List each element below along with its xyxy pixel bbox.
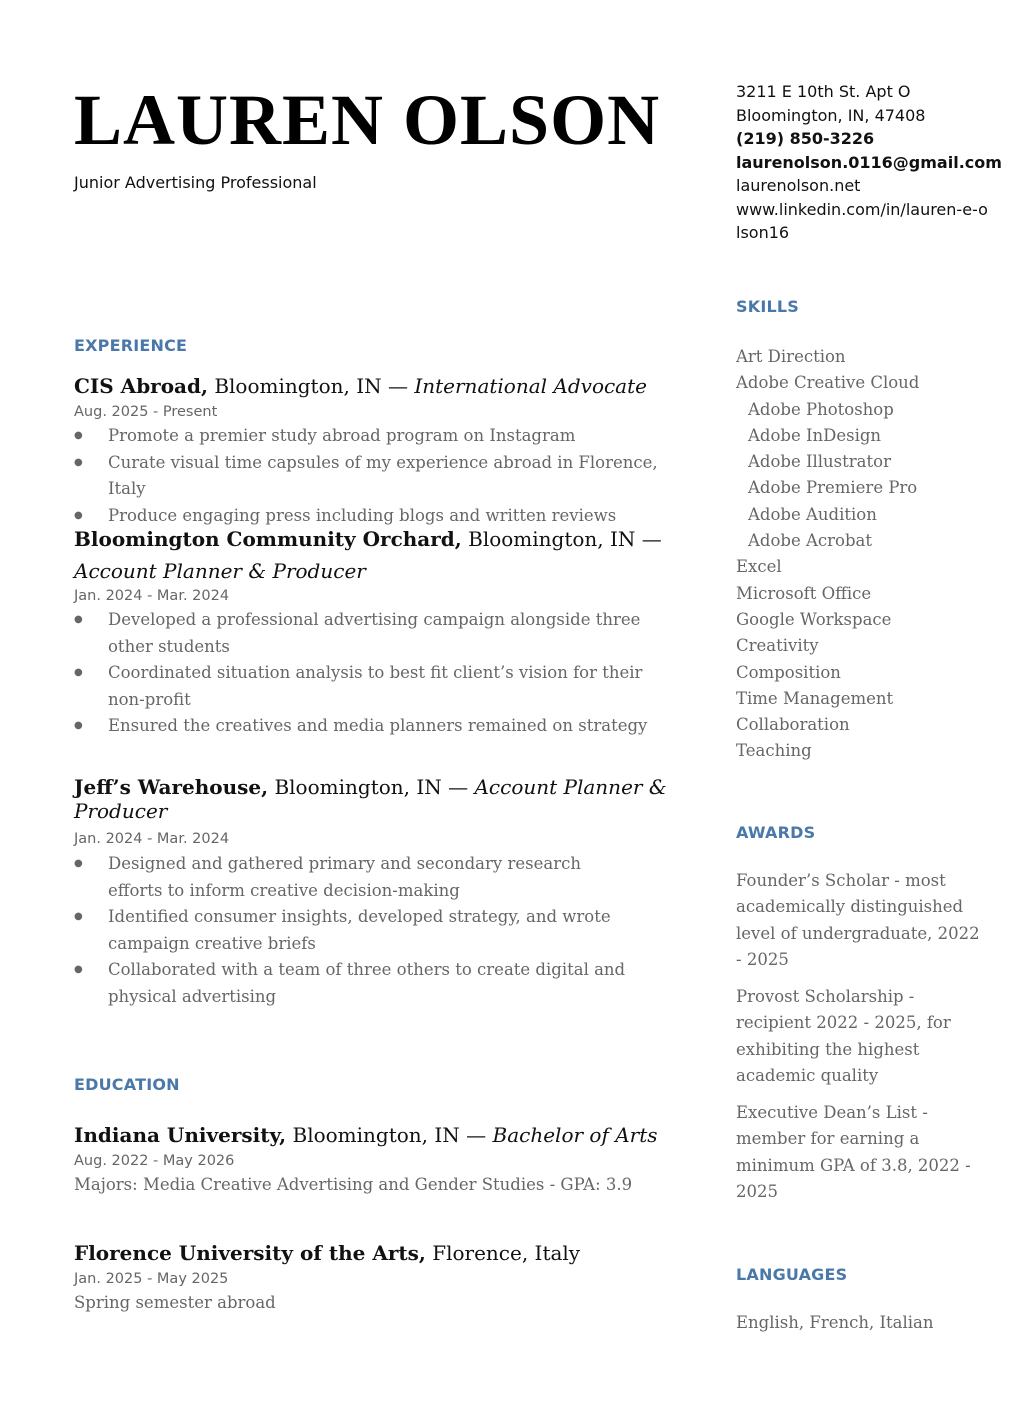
school-detail: Spring semester abroad [74, 1293, 276, 1312]
job-org: CIS Abroad, [74, 374, 208, 398]
job-location: Bloomington, IN — [207, 374, 415, 398]
skill-item: Microsoft Office [736, 583, 872, 603]
contact-block [736, 80, 1002, 245]
skill-item: Adobe Acrobat [748, 531, 872, 551]
bullet-item: ● Ensured the creatives and media planners remained on strategy [74, 713, 664, 740]
job-title [74, 525, 674, 553]
school-location: Bloomington, IN — [286, 1123, 493, 1147]
phone: (219) 850-3226 [736, 129, 875, 148]
skill-item: Creativity [736, 636, 819, 656]
bullet-item: ● Designed and gathered primary and secondary research efforts to inform creative decision-making [74, 851, 634, 904]
skill-item: Google Workspace [736, 609, 892, 629]
job-title [74, 775, 674, 799]
experience-heading: EXPERIENCE [74, 336, 188, 355]
languages-text: English, French, Italian [736, 1313, 934, 1332]
school-dates: Jan. 2025 - May 2025 [74, 1271, 229, 1287]
school-title [74, 1239, 694, 1267]
job-role: Account Planner & [474, 775, 667, 799]
job-title [74, 372, 674, 400]
skill-item: Art Direction [736, 347, 846, 366]
resume-name: LAUREN OLSON [74, 80, 661, 160]
school-org: Indiana University, [74, 1123, 287, 1147]
website-link[interactable]: laurenolson.net [736, 176, 861, 195]
skills-heading: SKILLS [736, 297, 799, 316]
job-role: Account Planner & Producer [74, 559, 366, 583]
skill-item: Adobe Illustrator [748, 452, 891, 472]
job-bullets [74, 851, 634, 1010]
award-item: Executive Dean’s List - member for earning a minimum GPA of 3.8, 2022 - 2025 [736, 1103, 971, 1201]
job-role-cont: Producer [74, 799, 168, 823]
skill-item: Time Management [736, 688, 894, 708]
skill-item: Adobe Premiere Pro [748, 478, 918, 498]
bullet-item: ● Identified consumer insights, developed strategy, and wrote campaign creative briefs [74, 904, 634, 957]
email-link[interactable]: laurenolson.0116@gmail.com [736, 152, 1002, 172]
linkedin-line-2[interactable]: lson16 [736, 223, 790, 242]
resume-tagline: Junior Advertising Professional [74, 173, 317, 192]
job-bullets [74, 423, 674, 529]
job-role: International Advocate [414, 374, 647, 398]
skill-item: Adobe Audition [748, 504, 877, 524]
education-heading: EDUCATION [74, 1075, 180, 1094]
skill-item: Composition [736, 662, 841, 682]
school-detail: Majors: Media Creative Advertising and Gender Studies - GPA: 3.9 [74, 1175, 633, 1194]
job-entry [74, 372, 674, 529]
bullet-item: ● Developed a professional advertising campaign alongside three other students [74, 607, 664, 660]
school-entry [74, 1121, 694, 1198]
skill-item: Adobe InDesign [748, 425, 882, 445]
school-entry [74, 1239, 694, 1316]
bullet-item: ● Coordinated situation analysis to best fit client’s vision for their non-profit [74, 660, 664, 713]
awards-heading: AWARDS [736, 823, 816, 842]
linkedin-line-1[interactable]: www.linkedin.com/in/lauren-e-o [736, 199, 988, 219]
bullet-item: ● Curate visual time capsules of my experience abroad in Florence, Italy [74, 450, 674, 503]
school-title [74, 1121, 694, 1149]
job-location: Bloomington, IN — [268, 775, 475, 799]
school-org: Florence University of the Arts, [74, 1241, 426, 1265]
skill-item: Excel [736, 557, 782, 577]
school-location: Florence, Italy [425, 1241, 581, 1265]
job-entry [74, 775, 674, 1010]
job-org: Jeff’s Warehouse, [74, 775, 269, 799]
address-line-2: Bloomington, IN, 47408 [736, 105, 926, 125]
job-dates: Jan. 2024 - Mar. 2024 [74, 588, 230, 604]
skill-item: Teaching [736, 741, 812, 761]
bullet-item: ● Collaborated with a team of three others to create digital and physical advertising [74, 957, 634, 1010]
address-line-1: 3211 E 10th St. Apt O [736, 82, 911, 101]
job-org: Bloomington Community Orchard, [74, 527, 462, 551]
skill-item: Adobe Creative Cloud [736, 373, 920, 393]
job-location: Bloomington, IN — [461, 527, 662, 551]
job-dates: Jan. 2024 - Mar. 2024 [74, 831, 230, 847]
job-entry [74, 525, 674, 740]
skill-item: Adobe Photoshop [748, 399, 894, 419]
bullet-item: ● Produce engaging press including blogs and written reviews [74, 503, 674, 530]
award-item: Founder’s Scholar - most academically distinguished level of undergraduate, 2022 - 2025 [736, 871, 980, 969]
bullet-item: ● Promote a premier study abroad program on Instagram [74, 423, 674, 450]
skill-item: Collaboration [736, 715, 850, 735]
job-dates: Aug. 2025 - Present [74, 404, 218, 420]
linkedin-link[interactable] [736, 198, 1002, 245]
job-bullets [74, 607, 664, 740]
school-degree: Bachelor of Arts [492, 1123, 658, 1147]
skills-list [736, 344, 919, 765]
award-item: Provost Scholarship - recipient 2022 - 2025, for exhibiting the highest academic quality [736, 987, 951, 1085]
languages-heading: LANGUAGES [736, 1265, 848, 1284]
school-dates: Aug. 2022 - May 2026 [74, 1153, 235, 1169]
